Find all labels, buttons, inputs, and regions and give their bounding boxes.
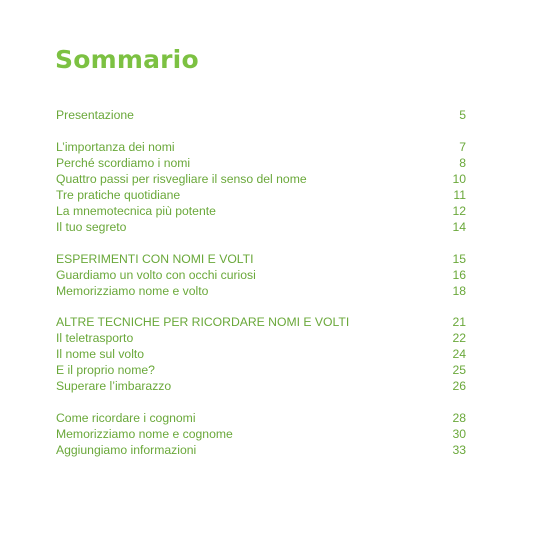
- toc-group: [56, 251, 466, 299]
- toc-entry-page-number: 5: [459, 108, 466, 122]
- toc-entry[interactable]: [56, 267, 466, 283]
- toc-entry[interactable]: [56, 330, 466, 346]
- toc-entry-label: Aggiungiamo informazioni: [56, 443, 197, 458]
- toc-entry[interactable]: [56, 426, 466, 442]
- toc-entry-page-number: 25: [452, 363, 466, 378]
- toc-entry[interactable]: [56, 283, 466, 299]
- toc-entry-page-number: 8: [459, 155, 466, 170]
- toc-entry[interactable]: [56, 346, 466, 362]
- toc-entry[interactable]: [56, 107, 466, 123]
- toc-entry-page-number: 11: [453, 187, 466, 202]
- toc-entry[interactable]: [56, 187, 466, 203]
- toc-entry-page-number: 22: [452, 331, 466, 346]
- toc-entry-label: Il teletrasporto: [56, 331, 134, 346]
- toc-entry-label: Superare l’imbarazzo: [56, 379, 172, 394]
- toc-group: [56, 139, 466, 235]
- table-of-contents: [56, 107, 466, 474]
- toc-entry-label: Perché scordiamo i nomi: [56, 155, 191, 170]
- toc-entry[interactable]: [56, 314, 466, 330]
- toc-entry[interactable]: [56, 362, 466, 378]
- toc-entry-page-number: 16: [452, 267, 466, 282]
- toc-entry-label: Tre pratiche quotidiane: [56, 187, 181, 202]
- toc-entry-label: Quattro passi per risvegliare il senso del nome: [56, 171, 307, 186]
- toc-entry-page-number: 24: [452, 347, 466, 362]
- toc-entry-page-number: 28: [452, 411, 466, 426]
- toc-entry[interactable]: [56, 203, 466, 219]
- toc-entry[interactable]: [56, 139, 466, 155]
- toc-entry-label: L’importanza dei nomi: [56, 139, 175, 154]
- toc-entry-page-number: 7: [459, 139, 466, 154]
- toc-group: [56, 314, 466, 394]
- toc-entry[interactable]: [56, 410, 466, 426]
- toc-entry-page-number: 21: [452, 315, 466, 330]
- toc-entry-label: Il tuo segreto: [56, 219, 127, 234]
- toc-entry-page-number: 33: [452, 443, 466, 458]
- toc-entry[interactable]: [56, 155, 466, 171]
- toc-entry-page-number: 15: [452, 251, 466, 266]
- toc-entry-label: Come ricordare i cognomi: [56, 411, 196, 426]
- toc-entry-page-number: 14: [452, 219, 466, 234]
- toc-entry[interactable]: [56, 219, 466, 235]
- toc-entry[interactable]: [56, 442, 466, 458]
- toc-entry-label: Memorizziamo nome e volto: [56, 283, 209, 298]
- toc-group: [56, 410, 466, 458]
- toc-entry-page-number: 12: [452, 203, 466, 218]
- toc-entry[interactable]: [56, 171, 466, 187]
- toc-entry-label: Presentazione: [56, 108, 134, 122]
- toc-group: [56, 107, 466, 123]
- toc-entry-page-number: 10: [452, 171, 466, 186]
- toc-entry[interactable]: [56, 378, 466, 394]
- toc-entry-label: Memorizziamo nome e cognome: [56, 427, 233, 442]
- toc-entry[interactable]: [56, 251, 466, 267]
- toc-entry-label: Il nome sul volto: [56, 347, 145, 362]
- toc-entry-label: Guardiamo un volto con occhi curiosi: [56, 267, 256, 282]
- toc-entry-label: La mnemotecnica più potente: [56, 203, 216, 218]
- toc-entry-page-number: 26: [452, 379, 466, 394]
- toc-entry-page-number: 18: [452, 283, 466, 298]
- page-title: Sommario: [55, 45, 199, 74]
- toc-entry-page-number: 30: [452, 427, 466, 442]
- toc-entry-label: ESPERIMENTI CON NOMI E VOLTI: [56, 251, 254, 266]
- toc-entry-label: E il proprio nome?: [56, 363, 155, 378]
- toc-entry-label: ALTRE TECNICHE PER RICORDARE NOMI E VOLTI: [56, 315, 350, 330]
